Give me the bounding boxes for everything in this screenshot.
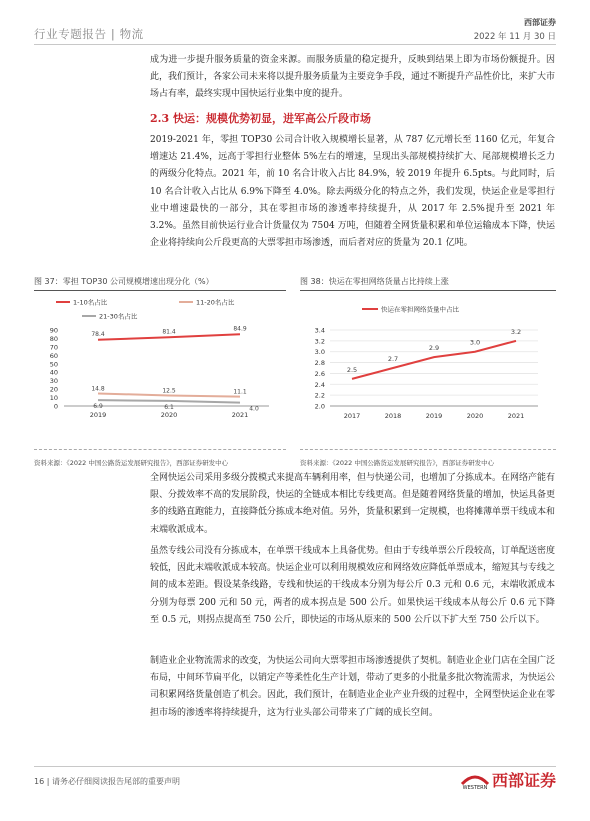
- y-tick-label: 2.6: [314, 369, 325, 378]
- data-label: 6.9: [93, 403, 103, 411]
- series-line: [98, 400, 240, 402]
- figure-37-chart: [34, 292, 286, 442]
- footer-divider: [34, 766, 556, 767]
- data-label: 14.8: [91, 385, 105, 393]
- y-tick-label: 40: [49, 368, 58, 377]
- y-tick-label: 50: [49, 360, 58, 369]
- paragraph-5: 制造业企业物流需求的改变，为快运公司向大票零担市场渗透提供了契机。制造业企业门店在全国广泛布局，中间环节扁平化，以销定产等柔性化生产计划，带动了更多的小批量多批次物流需求，为快运公司积累网络货量创造了机会。因此，我们预计，在制造业企业产业升级的过程中，全网型快运企业在零担市场的渗透率将持续提升，这为行业头部公司带来了广阔的成长空间。: [150, 656, 556, 718]
- x-tick-label: 2018: [384, 412, 402, 420]
- figure-37-rule: [34, 290, 286, 291]
- section-heading: 2.3 快运：规模优势初显，进军高公斤段市场: [150, 112, 371, 125]
- y-tick-label: 3.0: [314, 348, 325, 357]
- y-tick-label: 20: [49, 385, 58, 394]
- western-logo-icon: [460, 768, 490, 790]
- footer-logo-text: 西部证券: [491, 771, 556, 790]
- data-label: 2.5: [346, 365, 358, 374]
- y-tick-label: 3.4: [314, 326, 325, 335]
- figure-38-title: 图 38：快运在零担网络货量占比持续上涨: [300, 277, 449, 286]
- paragraph-3: 全网快运公司采用多级分拨模式来提高车辆利用率，但与快递公司，也增加了分拣成本。在网络产能有限、分拨效率不高的发展阶段，快运的全链成本相比专线更高。但是随着网络货量的增加，快运具备更多的线路直跑能力，直接降低分拣成本绝对值。另外，货量积累到一定规模，也将摊薄单票干线成本和末端收派成本。: [150, 473, 556, 535]
- y-tick-label: 0: [53, 402, 58, 411]
- figure-38-source-rule: [300, 449, 556, 450]
- header-date: 2022 年 11 月 30 日: [473, 32, 556, 42]
- legend-label: 1-10名占比: [73, 298, 108, 307]
- y-tick-label: 70: [49, 343, 58, 352]
- paragraph-4: 虽然专线公司没有分拣成本，在单票干线成本上具备优势。但由于专线单票公斤段较高，订单配送密度较低，因此末端收派成本较高。快运企业可以利用规模效应和网络效应降低单票成本，缩短其与专线之间的成本差距。假设某条线路，专线和快运的干线成本分别为每公斤 0.3 元和 0.6 元，末端收派成本分别为每票 200 元和 50 元，两者的成本拐点是 500 公斤。如果快运干线成本从每公斤 0.6 元下降至 0.5 元，则拐点提高至 750 公斤，即快运的市场从原来的 500 公斤以下扩大至 750 公斤以下。: [150, 546, 556, 625]
- x-tick-label: 2019: [89, 411, 107, 419]
- data-label: 2.9: [428, 344, 440, 353]
- y-tick-label: 30: [49, 377, 58, 386]
- chart-1-legend: [56, 298, 235, 321]
- x-tick-label: 2019: [425, 412, 443, 420]
- paragraph-2: 2019-2021 年，零担 TOP30 公司合计收入规模增长显著，从 787 亿元增长至 1160 亿元，年复合增速达 21.4%，远高于零担行业整体 5%左右的增速，呈现出头部规模持续扩大、尾部规模增长乏力的两级分化特点。2021 年，前 10 名合计收入占比 84.9%，较 2019 年提升 6.5pts。与此同时，后 10 名合计收入占比从 6.9%下降至 4.0%。除去两级分化的特点之外，我们发现，快运企业是零担行业中增速最快的一部分，其在零担市场的渗透率持续提升，从 2017 年 2.5%提升至 2021 年 3.2%。虽然目前快运行业合计货量仅为 7504 万吨，但随着全网货量积累和单位运输成本下降，快运企业将持续向公斤段更高的大票零担市场渗透，而后者对应的货量为 20.1 亿吨。: [150, 135, 555, 249]
- y-tick-label: 80: [49, 334, 58, 343]
- y-tick-label: 2.2: [314, 391, 325, 400]
- chart-1-plot: [91, 325, 259, 412]
- paragraph-1: 成为进一步提升服务质量的资金来源。而服务质量的稳定提升，反映到结果上即为市场份额提升。因此，我们预计，各家公司未来将以提升服务质量为主要竞争手段，通过不断提升产品性价比，来扩大市场占有率，最终实现中国快运行业集中度的提升。: [150, 55, 556, 100]
- header-section-label: 行业专题报告 | 物流: [34, 27, 144, 41]
- x-tick-label: 2020: [160, 411, 178, 419]
- chart-1-axis: [50, 327, 269, 420]
- y-tick-label: 2.4: [314, 380, 325, 389]
- footer-page-text: 16 | 请务必仔细阅读报告尾部的重要声明: [34, 777, 180, 786]
- legend-label: 快运在零担网络货量中占比: [381, 305, 459, 314]
- y-tick-label: 60: [49, 351, 58, 360]
- chart-2-legend: [362, 305, 460, 314]
- y-tick-label: 90: [49, 326, 58, 335]
- data-label: 78.4: [91, 330, 105, 338]
- legend-label: 21-30名占比: [99, 312, 138, 321]
- x-tick-label: 2017: [343, 412, 361, 420]
- data-label: 11.1: [233, 388, 247, 396]
- x-tick-label: 2021: [231, 411, 249, 419]
- data-label: 84.9: [233, 325, 247, 333]
- data-label: 3.2: [510, 327, 522, 336]
- figure-38-rule: [300, 290, 556, 291]
- logo-en-text: WESTERN: [462, 785, 488, 790]
- y-tick-label: 2.0: [314, 402, 325, 411]
- data-label: 3.0: [469, 338, 481, 347]
- data-label: 4.0: [249, 405, 259, 413]
- figure-37-source: 资料来源：《2022 中国公路货运发展研究报告》，西部证券研发中心: [34, 459, 229, 467]
- figure-37-source-rule: [34, 449, 286, 450]
- y-tick-label: 10: [49, 394, 58, 403]
- x-tick-label: 2020: [466, 412, 484, 420]
- legend-label: 11-20名占比: [196, 298, 235, 307]
- x-tick-label: 2021: [507, 412, 525, 420]
- figure-37-title: 图 37：零担 TOP30 公司规模增速出现分化（%）: [34, 277, 214, 286]
- data-label: 81.4: [162, 328, 176, 336]
- data-label: 12.5: [162, 387, 176, 395]
- figure-38-chart: [300, 292, 556, 442]
- data-label: 2.7: [387, 355, 399, 363]
- header-divider: [34, 44, 556, 45]
- y-tick-label: 2.8: [314, 359, 325, 368]
- figure-38-source: 资料来源：《2022 中国公路货运发展研究报告》，西部证券研发中心: [300, 459, 495, 467]
- y-tick-label: 3.2: [314, 337, 325, 346]
- chart-2-plot: [347, 328, 521, 379]
- header-brand: 西部证券: [524, 18, 556, 27]
- data-label: 6.1: [164, 403, 174, 411]
